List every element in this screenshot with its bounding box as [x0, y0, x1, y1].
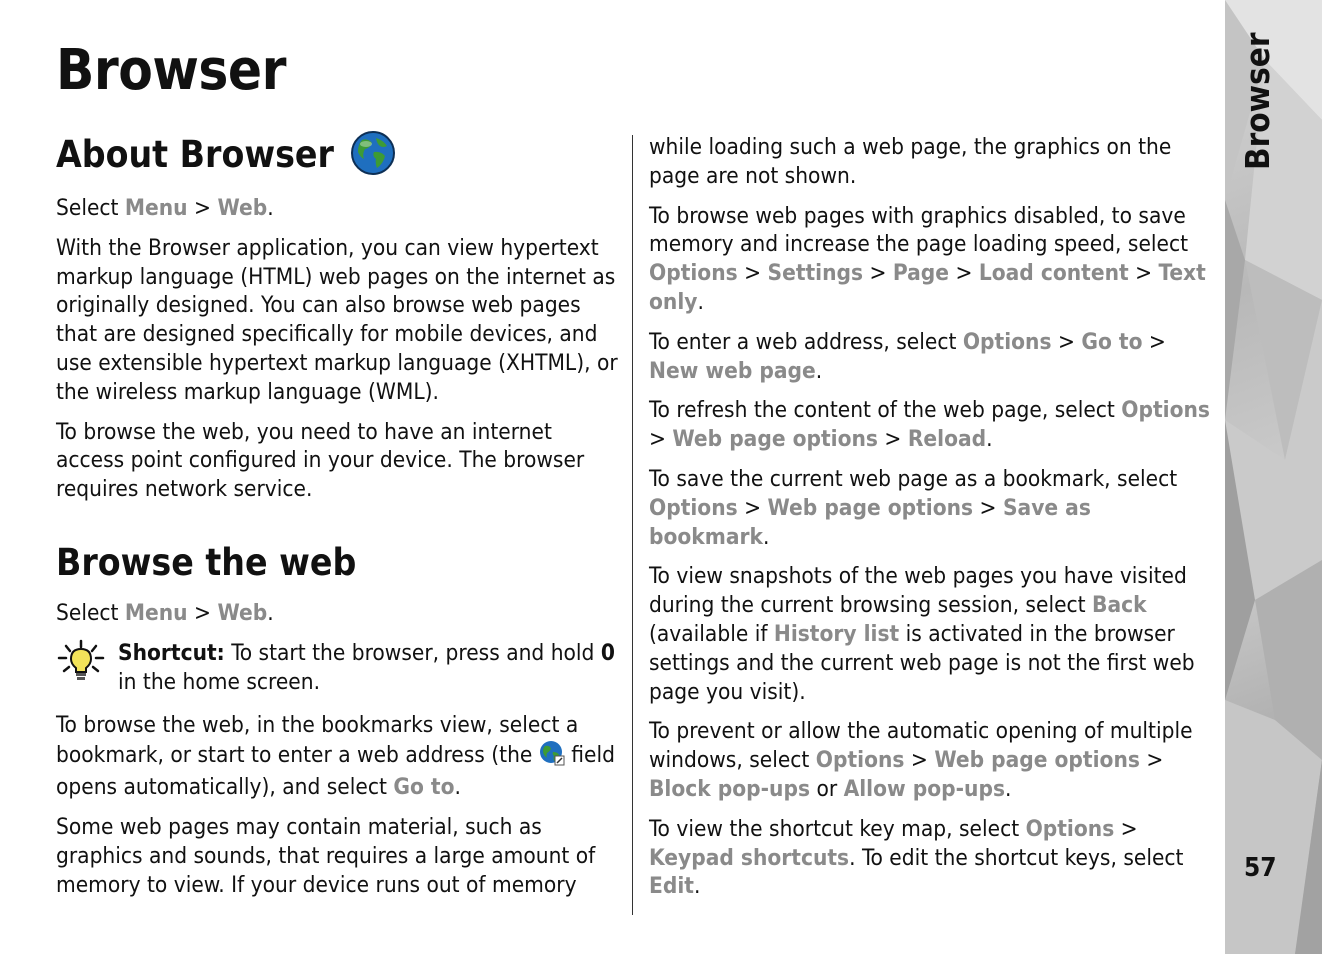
about-select-path: Select Menu > Web.	[56, 195, 274, 221]
goto-link: Go to	[393, 774, 455, 801]
right-paragraph-1: while loading such a web page, the graphics on the page are not shown.	[649, 134, 1172, 189]
web-link: Web	[217, 195, 268, 221]
right-paragraph-5: To save the current web page as a bookmark, select Options > Web page options > Save as bookmark.	[649, 465, 1178, 550]
browse-paragraph-2: Some web pages may contain material, such as graphics and sounds, that requires a large amount of memory to view. If your device runs out of memory	[56, 814, 596, 898]
left-column	[56, 130, 621, 911]
browse-select-path: Select Menu > Web.	[56, 600, 274, 627]
shortcut-text: Shortcut: To start the browser, press and hold 0 in the home screen.	[118, 640, 615, 695]
browse-web-header	[56, 541, 621, 585]
lightbulb-icon	[56, 639, 118, 697]
about-browser-header	[56, 130, 621, 180]
column-divider	[632, 135, 633, 915]
about-paragraph-2: To browse the web, you need to have an internet access point configured in your device. The browser requires network service.	[56, 418, 585, 503]
page-number: 57	[1244, 853, 1277, 883]
web-address-globe-icon	[539, 740, 565, 774]
web-link: Web	[217, 600, 268, 627]
shortcut-tip	[56, 639, 621, 697]
globe-icon	[350, 130, 396, 180]
right-paragraph-8: To view the shortcut key map, select Options > Keypad shortcuts. To edit the shortcut keys, select Edit.	[649, 815, 1184, 900]
right-paragraph-6: To view snapshots of the web pages you have visited during the current browsing session, select Back (available if History list is activated in the browser settings and the current web page is not the first web page you visit).	[649, 563, 1195, 705]
page-title: Browser	[56, 38, 286, 103]
right-column	[649, 133, 1215, 912]
menu-link: Menu	[124, 195, 188, 221]
right-paragraph-4: To refresh the content of the web page, select Options > Web page options > Reload.	[649, 397, 1210, 453]
browse-web-heading: Browse the web	[56, 540, 357, 584]
browse-paragraph-1: To browse the web, in the bookmarks view, select a bookmark, or start to enter a web address (the field opens automatically), and select Go to.	[56, 711, 615, 801]
right-paragraph-7: To prevent or allow the automatic opening of multiple windows, select Options > Web page options > Block pop-ups or Allow pop-ups.	[649, 718, 1193, 802]
about-paragraph-1: With the Browser application, you can view hypertext markup language (HTML) web pages on the internet as originally designed. You can also browse web pages that are designed specifically for mobile devices, and use extensible hypertext markup language (XHTML), or the wireless markup language (WML).	[56, 234, 618, 405]
about-browser-heading: About Browser	[56, 132, 334, 176]
right-paragraph-2: To browse web pages with graphics disabled, to save memory and increase the page loading speed, select Options > Settings > Page > Load content > Text only.	[649, 202, 1206, 315]
menu-link: Menu	[124, 600, 188, 627]
right-paragraph-3: To enter a web address, select Options > Go to > New web page.	[649, 328, 1166, 384]
side-tab-label: Browser	[1238, 32, 1277, 170]
